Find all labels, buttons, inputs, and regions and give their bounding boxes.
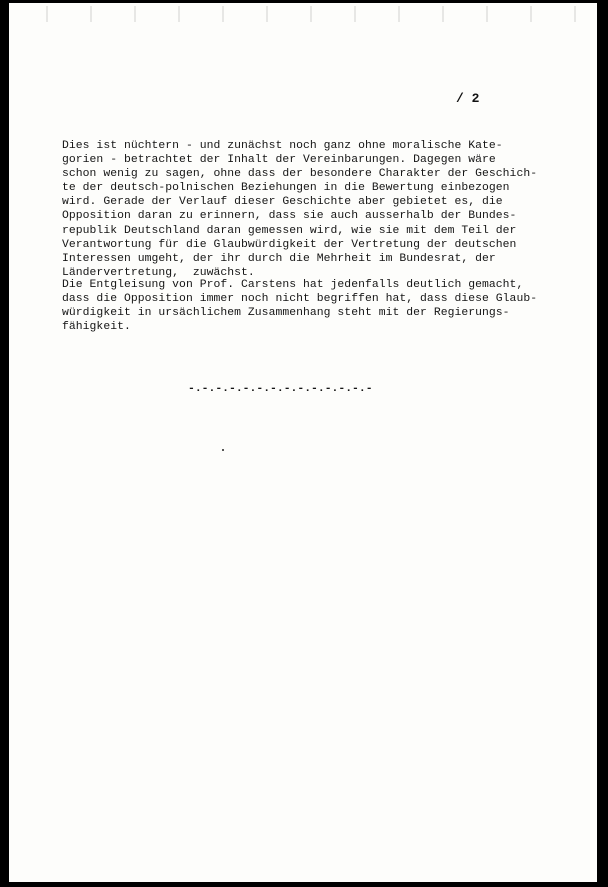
paragraph-line: Verantwortung für die Glaubwürdigkeit der Vertretung der deutschen: [62, 238, 517, 251]
paragraph-line: fähigkeit.: [62, 321, 131, 334]
scan-edge-artifact: [18, 6, 586, 22]
paragraph-line: Ländervertretung, zuwächst.: [62, 266, 255, 279]
paragraph-line: Interessen umgeht, der ihr durch die Mehrheit im Bundesrat, der: [62, 252, 496, 265]
paragraph-line: dass die Opposition immer noch nicht begriffen hat, dass diese Glaub-: [62, 293, 538, 306]
page-number: / 2: [456, 91, 480, 106]
paragraph-line: republik Deutschland daran gemessen wird, wie sie mit dem Teil der: [62, 224, 517, 237]
scan-speck: [222, 449, 224, 451]
paragraph-line: te der deutsch-polnischen Beziehungen in die Bewertung einbezogen: [62, 182, 510, 195]
paragraph-line: Die Entgleisung von Prof. Carstens hat jedenfalls deutlich gemacht,: [62, 279, 524, 291]
paragraph-2: [62, 278, 582, 334]
paragraph-line: würdigkeit in ursächlichem Zusammenhang steht mit der Regierungs-: [62, 307, 510, 320]
paragraph-line: schon wenig zu sagen, ohne dass der besondere Charakter der Geschich-: [62, 168, 538, 181]
paragraph-line: Opposition daran zu erinnern, dass sie auch ausserhalb der Bundes-: [62, 210, 517, 223]
paragraph-line: gorien - betrachtet der Inhalt der Vereinbarungen. Dagegen wäre: [62, 154, 496, 167]
paragraph-line: wird. Gerade der Verlauf dieser Geschichte aber gebietet es, die: [62, 196, 503, 209]
section-separator: -.-.-.-.-.-.-.-.-.-.-.-.-.-: [188, 383, 373, 395]
paragraph-1: [62, 139, 582, 280]
paragraph-line: Dies ist nüchtern - und zunächst noch ganz ohne moralische Kate-: [62, 140, 503, 152]
